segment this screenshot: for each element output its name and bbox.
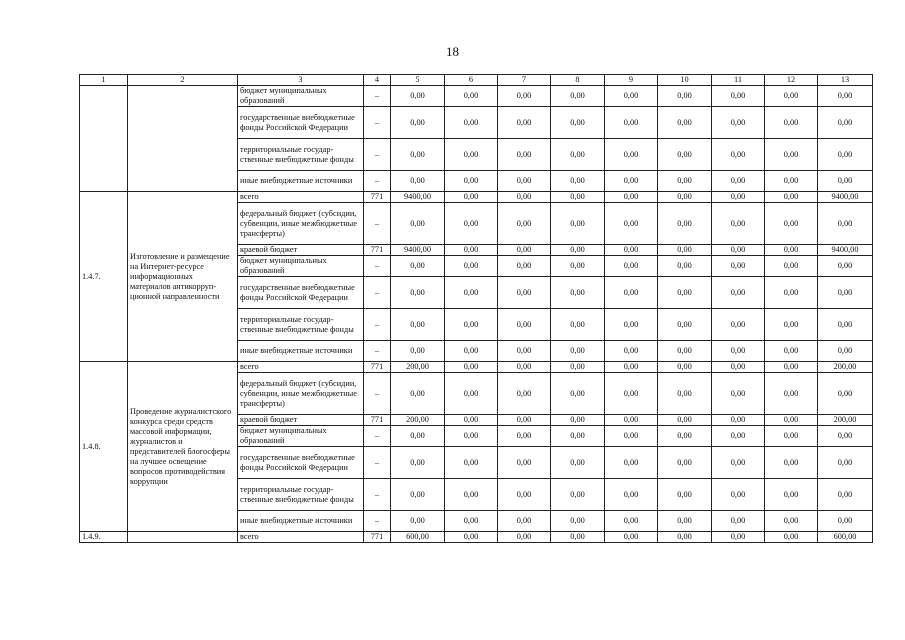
table-body — [80, 86, 873, 543]
column-header: 2 — [128, 75, 238, 86]
table-row — [80, 532, 873, 543]
item-code: 1.4.7. — [80, 192, 128, 362]
amount-cell: 0,00 — [445, 426, 498, 447]
amount-cell: 0,00 — [605, 203, 658, 245]
amount-cell: 0,00 — [445, 86, 498, 107]
budget-code: – — [364, 373, 391, 415]
budget-code: – — [364, 86, 391, 107]
amount-cell: 0,00 — [551, 245, 605, 256]
amount-cell: 0,00 — [765, 86, 818, 107]
amount-cell: 0,00 — [658, 373, 712, 415]
budget-code: – — [364, 426, 391, 447]
amount-cell: 0,00 — [658, 362, 712, 373]
amount-cell: 0,00 — [605, 511, 658, 532]
amount-cell: 0,00 — [498, 362, 551, 373]
budget-code: – — [364, 277, 391, 309]
column-header: 12 — [765, 75, 818, 86]
column-header: 4 — [364, 75, 391, 86]
amount-cell: 0,00 — [445, 511, 498, 532]
amount-cell: 0,00 — [551, 479, 605, 511]
column-header: 7 — [498, 75, 551, 86]
amount-cell: 600,00 — [818, 532, 873, 543]
column-header: 6 — [445, 75, 498, 86]
amount-cell: 0,00 — [391, 107, 445, 139]
amount-cell: 0,00 — [765, 171, 818, 192]
amount-cell: 0,00 — [712, 192, 765, 203]
amount-cell: 0,00 — [765, 479, 818, 511]
amount-cell: 0,00 — [498, 245, 551, 256]
amount-cell: 0,00 — [818, 107, 873, 139]
amount-cell: 0,00 — [658, 415, 712, 426]
amount-cell: 0,00 — [551, 203, 605, 245]
amount-cell: 0,00 — [445, 341, 498, 362]
amount-cell: 0,00 — [551, 341, 605, 362]
amount-cell: 0,00 — [605, 373, 658, 415]
amount-cell: 0,00 — [551, 373, 605, 415]
amount-cell: 0,00 — [551, 277, 605, 309]
amount-cell: 0,00 — [445, 362, 498, 373]
amount-cell: 0,00 — [818, 171, 873, 192]
amount-cell: 0,00 — [498, 139, 551, 171]
amount-cell: 0,00 — [765, 341, 818, 362]
amount-cell: 0,00 — [818, 447, 873, 479]
budget-code: – — [364, 171, 391, 192]
amount-cell: 0,00 — [658, 479, 712, 511]
budget-code: 771 — [364, 415, 391, 426]
budget-code: – — [364, 479, 391, 511]
amount-cell: 0,00 — [445, 192, 498, 203]
budget-code: – — [364, 309, 391, 341]
amount-cell: 0,00 — [605, 447, 658, 479]
amount-cell: 0,00 — [818, 86, 873, 107]
budget-code: 771 — [364, 362, 391, 373]
amount-cell: 0,00 — [445, 415, 498, 426]
budget-code: – — [364, 447, 391, 479]
amount-cell: 200,00 — [818, 415, 873, 426]
amount-cell: 0,00 — [605, 277, 658, 309]
item-code: 1.4.8. — [80, 362, 128, 532]
amount-cell: 0,00 — [658, 532, 712, 543]
funding-source: территориальные государственные внебюджетные фонды — [238, 309, 364, 341]
amount-cell: 0,00 — [658, 277, 712, 309]
amount-cell: 0,00 — [765, 373, 818, 415]
amount-cell: 0,00 — [712, 107, 765, 139]
budget-code: – — [364, 203, 391, 245]
amount-cell: 0,00 — [605, 415, 658, 426]
amount-cell: 0,00 — [551, 171, 605, 192]
funding-source: краевой бюджет — [238, 415, 364, 426]
amount-cell: 0,00 — [712, 245, 765, 256]
amount-cell: 0,00 — [712, 86, 765, 107]
item-code-cell — [80, 86, 128, 192]
amount-cell: 0,00 — [765, 192, 818, 203]
amount-cell: 0,00 — [391, 171, 445, 192]
header-row — [80, 75, 873, 86]
amount-cell: 0,00 — [765, 415, 818, 426]
amount-cell: 0,00 — [391, 256, 445, 277]
amount-cell: 0,00 — [658, 107, 712, 139]
amount-cell: 0,00 — [765, 256, 818, 277]
column-header: 11 — [712, 75, 765, 86]
budget-code: 771 — [364, 532, 391, 543]
amount-cell: 0,00 — [765, 277, 818, 309]
amount-cell: 0,00 — [658, 139, 712, 171]
amount-cell: 0,00 — [765, 107, 818, 139]
amount-cell: 0,00 — [445, 171, 498, 192]
amount-cell: 0,00 — [765, 511, 818, 532]
amount-cell: 0,00 — [712, 447, 765, 479]
amount-cell: 0,00 — [551, 447, 605, 479]
amount-cell: 0,00 — [818, 139, 873, 171]
amount-cell: 0,00 — [498, 256, 551, 277]
amount-cell: 0,00 — [551, 86, 605, 107]
amount-cell: 0,00 — [391, 426, 445, 447]
funding-source: государственные внебюджетные фонды Российской Федерации — [238, 107, 364, 139]
amount-cell: 0,00 — [712, 415, 765, 426]
amount-cell: 0,00 — [551, 139, 605, 171]
amount-cell: 9400,00 — [818, 245, 873, 256]
amount-cell: 0,00 — [391, 277, 445, 309]
amount-cell: 0,00 — [658, 426, 712, 447]
amount-cell: 0,00 — [818, 277, 873, 309]
amount-cell: 0,00 — [605, 192, 658, 203]
amount-cell: 0,00 — [765, 139, 818, 171]
amount-cell: 0,00 — [551, 532, 605, 543]
amount-cell: 0,00 — [498, 532, 551, 543]
amount-cell: 0,00 — [391, 341, 445, 362]
amount-cell: 0,00 — [605, 362, 658, 373]
column-header: 8 — [551, 75, 605, 86]
budget-table — [79, 74, 873, 543]
amount-cell: 0,00 — [765, 447, 818, 479]
amount-cell: 9400,00 — [818, 192, 873, 203]
amount-cell: 0,00 — [818, 203, 873, 245]
amount-cell: 0,00 — [712, 309, 765, 341]
column-header: 5 — [391, 75, 445, 86]
amount-cell: 0,00 — [551, 256, 605, 277]
funding-source: федеральный бюджет (субсидии, субвенции, иные межбюджетные трансферты) — [238, 373, 364, 415]
amount-cell: 0,00 — [712, 426, 765, 447]
amount-cell: 0,00 — [551, 107, 605, 139]
amount-cell: 0,00 — [818, 309, 873, 341]
amount-cell: 0,00 — [551, 415, 605, 426]
budget-code: – — [364, 107, 391, 139]
amount-cell: 0,00 — [498, 341, 551, 362]
amount-cell: 0,00 — [658, 256, 712, 277]
amount-cell: 0,00 — [818, 256, 873, 277]
amount-cell: 0,00 — [498, 479, 551, 511]
amount-cell: 0,00 — [498, 107, 551, 139]
amount-cell: 0,00 — [712, 139, 765, 171]
amount-cell: 0,00 — [498, 447, 551, 479]
amount-cell: 0,00 — [551, 309, 605, 341]
amount-cell: 0,00 — [551, 192, 605, 203]
amount-cell: 0,00 — [658, 192, 712, 203]
amount-cell: 0,00 — [658, 203, 712, 245]
amount-cell: 0,00 — [498, 373, 551, 415]
amount-cell: 0,00 — [712, 373, 765, 415]
amount-cell: 0,00 — [551, 362, 605, 373]
funding-source: бюджет муниципальных образований — [238, 86, 364, 107]
amount-cell: 0,00 — [605, 341, 658, 362]
amount-cell: 0,00 — [551, 511, 605, 532]
amount-cell: 0,00 — [445, 309, 498, 341]
column-header: 9 — [605, 75, 658, 86]
amount-cell: 0,00 — [765, 203, 818, 245]
amount-cell: 0,00 — [391, 479, 445, 511]
funding-source: территориальные государственные внебюджетные фонды — [238, 479, 364, 511]
amount-cell: 0,00 — [605, 245, 658, 256]
funding-source: государственные внебюджетные фонды Российской Федерации — [238, 447, 364, 479]
amount-cell: 0,00 — [765, 309, 818, 341]
amount-cell: 0,00 — [391, 203, 445, 245]
amount-cell: 0,00 — [712, 171, 765, 192]
item-code: 1.4.9. — [80, 532, 128, 543]
amount-cell: 0,00 — [765, 426, 818, 447]
amount-cell: 0,00 — [445, 245, 498, 256]
amount-cell: 0,00 — [818, 511, 873, 532]
amount-cell: 0,00 — [765, 245, 818, 256]
amount-cell: 0,00 — [445, 107, 498, 139]
amount-cell: 0,00 — [498, 309, 551, 341]
amount-cell: 0,00 — [658, 511, 712, 532]
amount-cell: 0,00 — [445, 139, 498, 171]
item-name: Проведение журналистского конкурса среди средств массовой информации, журналистов и представителей блогосферы на лучшее освещение вопросов противодействия коррупции — [128, 362, 238, 532]
table-row — [80, 86, 873, 107]
amount-cell: 0,00 — [712, 532, 765, 543]
funding-source: бюджет муниципальных образований — [238, 256, 364, 277]
amount-cell: 0,00 — [658, 309, 712, 341]
amount-cell: 0,00 — [498, 426, 551, 447]
amount-cell: 0,00 — [391, 309, 445, 341]
item-name — [128, 532, 238, 543]
amount-cell: 0,00 — [445, 447, 498, 479]
amount-cell: 0,00 — [712, 479, 765, 511]
amount-cell: 0,00 — [445, 277, 498, 309]
page-number: 18 — [446, 44, 459, 59]
amount-cell: 0,00 — [605, 86, 658, 107]
amount-cell: 0,00 — [712, 256, 765, 277]
budget-code: – — [364, 139, 391, 171]
funding-source: всего — [238, 192, 364, 203]
amount-cell: 0,00 — [765, 362, 818, 373]
amount-cell: 0,00 — [712, 341, 765, 362]
funding-source: всего — [238, 362, 364, 373]
amount-cell: 0,00 — [445, 203, 498, 245]
funding-source: иные внебюджетные источники — [238, 341, 364, 362]
amount-cell: 0,00 — [445, 373, 498, 415]
amount-cell: 600,00 — [391, 532, 445, 543]
amount-cell: 0,00 — [605, 171, 658, 192]
amount-cell: 0,00 — [498, 203, 551, 245]
budget-code: 771 — [364, 245, 391, 256]
table-row — [80, 362, 873, 373]
column-header: 1 — [80, 75, 128, 86]
funding-source: территориальные государственные внебюджетные фонды — [238, 139, 364, 171]
budget-code: – — [364, 511, 391, 532]
amount-cell: 0,00 — [391, 447, 445, 479]
amount-cell: 0,00 — [498, 86, 551, 107]
amount-cell: 0,00 — [498, 511, 551, 532]
amount-cell: 0,00 — [658, 86, 712, 107]
table-row — [80, 192, 873, 203]
amount-cell: 0,00 — [605, 107, 658, 139]
budget-code: – — [364, 341, 391, 362]
amount-cell: 0,00 — [818, 373, 873, 415]
item-name: Изготовление и размещение на Интернет-ресурсе информационных материалов антикоррупционной направленности — [128, 192, 238, 362]
amount-cell: 200,00 — [391, 415, 445, 426]
amount-cell: 0,00 — [551, 426, 605, 447]
amount-cell: 9400,00 — [391, 245, 445, 256]
amount-cell: 0,00 — [445, 479, 498, 511]
amount-cell: 200,00 — [818, 362, 873, 373]
budget-code: – — [364, 256, 391, 277]
column-header: 10 — [658, 75, 712, 86]
amount-cell: 0,00 — [818, 341, 873, 362]
amount-cell: 0,00 — [765, 532, 818, 543]
amount-cell: 0,00 — [712, 362, 765, 373]
amount-cell: 0,00 — [391, 139, 445, 171]
amount-cell: 0,00 — [818, 426, 873, 447]
amount-cell: 0,00 — [712, 277, 765, 309]
amount-cell: 0,00 — [658, 171, 712, 192]
funding-source: иные внебюджетные источники — [238, 511, 364, 532]
amount-cell: 0,00 — [445, 532, 498, 543]
amount-cell: 0,00 — [605, 256, 658, 277]
amount-cell: 0,00 — [605, 532, 658, 543]
item-name-cell — [128, 86, 238, 192]
amount-cell: 0,00 — [605, 139, 658, 171]
budget-code: 771 — [364, 192, 391, 203]
funding-source: государственные внебюджетные фонды Российской Федерации — [238, 277, 364, 309]
column-header: 13 — [818, 75, 873, 86]
amount-cell: 0,00 — [712, 511, 765, 532]
amount-cell: 0,00 — [445, 256, 498, 277]
amount-cell: 0,00 — [658, 341, 712, 362]
funding-source: бюджет муниципальных образований — [238, 426, 364, 447]
amount-cell: 0,00 — [605, 426, 658, 447]
amount-cell: 0,00 — [498, 277, 551, 309]
funding-source: краевой бюджет — [238, 245, 364, 256]
funding-source: иные внебюджетные источники — [238, 171, 364, 192]
amount-cell: 0,00 — [391, 511, 445, 532]
amount-cell: 9400,00 — [391, 192, 445, 203]
amount-cell: 0,00 — [658, 245, 712, 256]
amount-cell: 0,00 — [391, 373, 445, 415]
amount-cell: 0,00 — [605, 309, 658, 341]
funding-source: федеральный бюджет (субсидии, субвенции, иные межбюджетные трансферты) — [238, 203, 364, 245]
amount-cell: 0,00 — [498, 415, 551, 426]
funding-source: всего — [238, 532, 364, 543]
amount-cell: 0,00 — [605, 479, 658, 511]
amount-cell: 0,00 — [498, 171, 551, 192]
amount-cell: 0,00 — [498, 192, 551, 203]
amount-cell: 0,00 — [818, 479, 873, 511]
amount-cell: 0,00 — [658, 447, 712, 479]
amount-cell: 200,00 — [391, 362, 445, 373]
column-header: 3 — [238, 75, 364, 86]
amount-cell: 0,00 — [712, 203, 765, 245]
amount-cell: 0,00 — [391, 86, 445, 107]
